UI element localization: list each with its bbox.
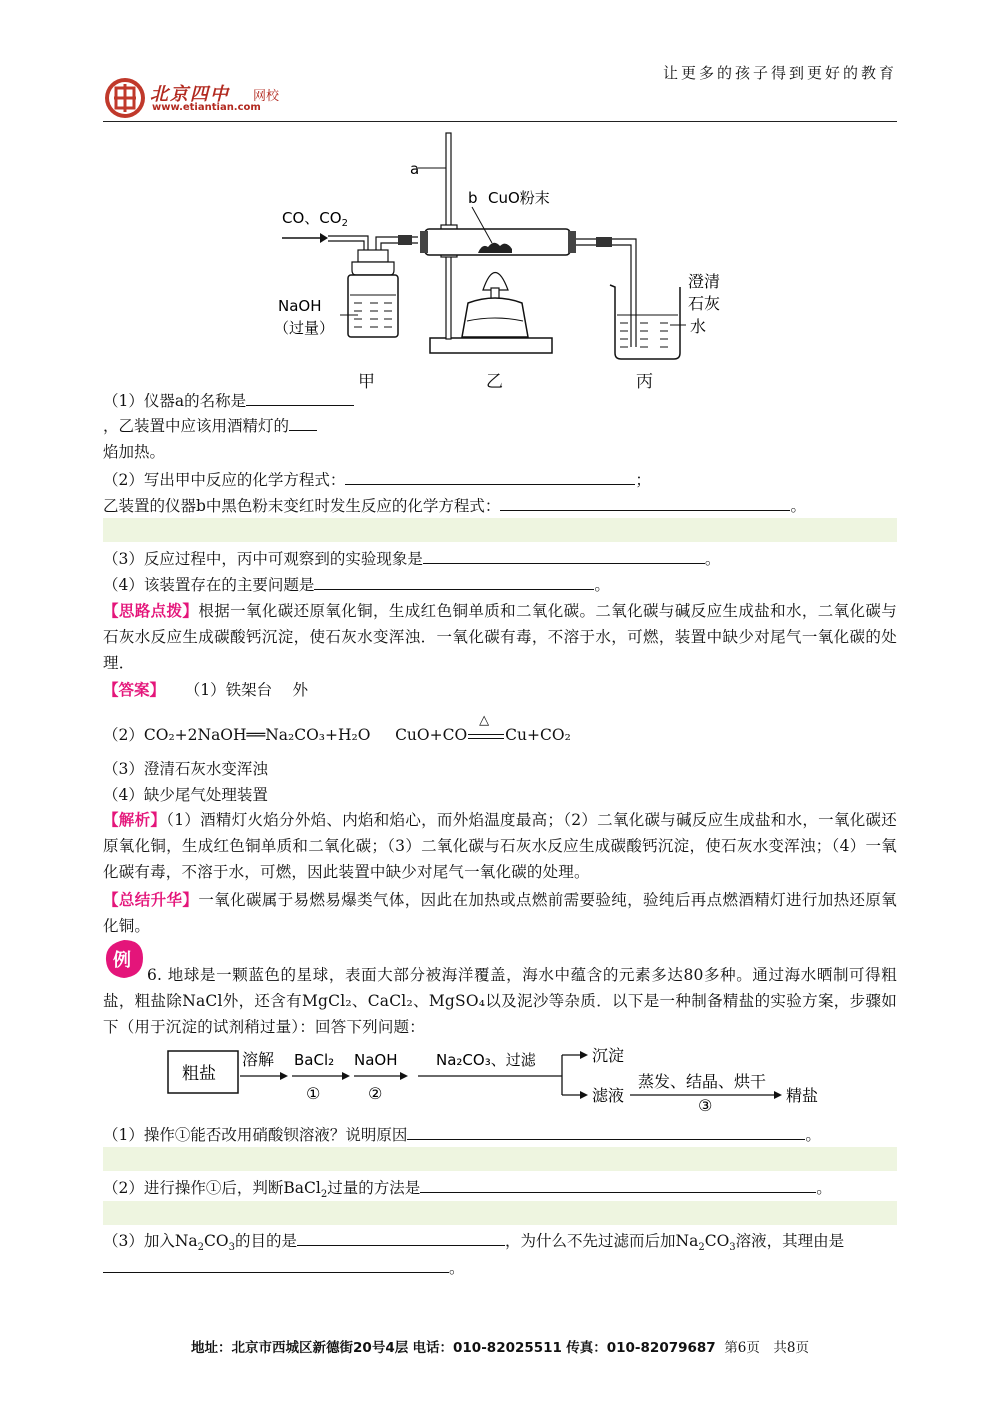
flow-precipitate: 沉淀: [592, 1046, 625, 1065]
flow-naoh: NaOH: [354, 1051, 398, 1069]
gas-label: CO、$CO_2$: [282, 209, 348, 229]
q5-item-1c: 焰加热。: [103, 443, 166, 461]
flow-start: 粗盐: [182, 1064, 216, 1084]
logo-url: www.etiantian.com: [152, 102, 261, 113]
stopper-right: [568, 231, 576, 253]
flow-bacl2: BaCl₂: [294, 1051, 335, 1069]
q5-item-1b: ，乙装置中应该用酒精灯的: [103, 413, 897, 439]
answer-blank[interactable]: [314, 572, 594, 590]
q6-item-1: （1）操作①能否改用硝酸钡溶液？说明原因 。: [103, 1122, 897, 1148]
q5-item-3: （3）反应过程中，丙中可观察到的实验现象是 。: [103, 546, 897, 572]
beaker-bing: [610, 285, 680, 359]
answer-line-1: 【答案】 （1）铁架台 外: [103, 681, 309, 699]
equation-1: CO₂+2NaOH══Na₂CO₃+H₂O: [143, 726, 371, 744]
flow-na2co3: Na₂CO₃、过滤: [436, 1051, 536, 1069]
footer-fax: 传真：010-82079687: [566, 1340, 716, 1356]
label-limewater-3: 水: [690, 317, 707, 336]
logo-suffix: 网校: [253, 89, 280, 104]
q5-item-2b: 乙装置的仪器b中黑色粉末变红时发生反应的化学方程式： 。: [103, 493, 897, 519]
q6-intro: 6. 地球是一颗蓝色的星球，表面大部分被海洋覆盖，海水中蕴含的元素多达80多种。通过海水晒制可得粗盐，粗盐除NaCl外，还含有MgCl₂、CaCl₂、MgSO₄以及泥沙等杂质．以下是一种制备精盐的实验方案，步骤如下（用于沉淀的试剂稍过量）：回答下列问题：: [103, 966, 897, 1036]
page-footer: [0, 1336, 1000, 1356]
answer-band: [103, 518, 897, 542]
q6-item-3b: 。: [103, 1255, 897, 1281]
q5-item-1: （1）仪器a的名称是: [103, 388, 897, 414]
answer-line-2: （2）CO₂+2NaOH══Na₂CO₃+H₂O CuO+CO △ Cu+CO₂: [103, 722, 897, 748]
equation-2-left: CuO+CO: [395, 726, 468, 744]
answer-band: [103, 1147, 897, 1171]
bottle-jia: [348, 275, 398, 337]
answer-blank[interactable]: [289, 413, 317, 431]
equation-2-sign: △: [467, 722, 505, 748]
flow-op2: ②: [368, 1084, 383, 1103]
label-cuo: CuO粉末: [488, 189, 550, 207]
flow-dissolve: 溶解: [242, 1050, 275, 1069]
label-b: b: [468, 189, 478, 207]
stopper-left: [420, 231, 428, 253]
label-naoh: NaOH: [278, 297, 322, 315]
answer-band: [103, 1201, 897, 1225]
label-a: a: [410, 160, 420, 178]
hint-tag: 【思路点拨】: [103, 602, 199, 620]
flow-end: 精盐: [786, 1086, 819, 1105]
apparatus-diagram: [270, 125, 740, 390]
summary-tag: 【总结升华】: [103, 891, 199, 909]
q6-item-3: （3）加入$Na_2CO_3$的目的是 ，为什么不先过滤而后加$Na_2CO_3$溶液，其理由是: [103, 1228, 897, 1254]
q5-item-4: （4）该装置存在的主要问题是 。: [103, 572, 897, 598]
logo-emblem: [103, 76, 147, 124]
svg-text:例: 例: [113, 950, 131, 971]
analysis-block: [103, 807, 897, 885]
stand-base: [430, 338, 552, 353]
footer-page: 第6页 共8页: [724, 1340, 809, 1356]
summary-block: [103, 887, 897, 939]
flow-op3: ③: [698, 1096, 713, 1113]
flow-op1: ①: [306, 1084, 321, 1103]
answer-line-3: （3）澄清石灰水变浑浊: [103, 760, 268, 778]
footer-phone: 电话：010-82025511: [412, 1340, 562, 1356]
flowchart: [160, 1043, 850, 1113]
label-limewater-2: 石灰: [688, 294, 721, 313]
equation-2-right: Cu+CO₂: [505, 726, 571, 744]
hint-text: 根据一氧化碳还原氧化铜，生成红色铜单质和二氧化碳。二氧化碳与碱反应生成盐和水，二氧化碳与石灰水反应生成碳酸钙沉淀，使石灰水变浑浊．一氧化碳有毒，不溶于水，可燃，装置中缺少对尾气一氧化碳的处理．: [103, 602, 897, 672]
footer-address: 地址：北京市西城区新德街20号4层: [191, 1340, 409, 1356]
flow-filtrate: 滤液: [592, 1086, 625, 1105]
analysis-tag: 【解析】: [103, 811, 167, 829]
summary-text: 一氧化碳属于易燃易爆类气体，因此在加热或点燃前需要验纯，验纯后再点燃酒精灯进行加热还原氧化铜。: [103, 891, 897, 935]
answer-line-4: （4）缺少尾气处理装置: [103, 786, 268, 804]
header-divider: [103, 121, 897, 122]
q6-item-2: （2）进行操作①后，判断BaCl$_2$过量的方法是 。: [103, 1175, 897, 1201]
label-naoh-excess: （过量）: [274, 319, 335, 337]
caption-yi: 乙: [486, 372, 503, 392]
answer-tag: 【答案】: [103, 681, 166, 699]
answer-blank[interactable]: [345, 467, 635, 485]
answer-blank[interactable]: [297, 1228, 505, 1246]
limewater-liquid: [617, 315, 678, 347]
answer-blank[interactable]: [500, 493, 790, 511]
caption-jia: 甲: [358, 372, 375, 392]
flow-evaporate: 蒸发、结晶、烘干: [638, 1072, 767, 1091]
caption-bing: 丙: [636, 372, 653, 392]
answer-blank[interactable]: [423, 546, 705, 564]
answer-blank[interactable]: [407, 1122, 805, 1140]
q5-item-2: （2）写出甲中反应的化学方程式： ；: [103, 467, 897, 493]
analysis-text: （1）酒精灯火焰分外焰、内焰和焰心，而外焰温度最高；（2）二氧化碳与碱反应生成盐和水，一氧化碳还原氧化铜，生成红色铜单质和二氧化碳；（3）二氧化碳与石灰水反应生成碳酸钙沉淀，使石灰水变浑浊；（4）一氧化碳有毒，不溶于水，可燃，因此装置中缺少对尾气一氧化碳的处理。: [103, 811, 898, 881]
answer-blank[interactable]: [246, 388, 354, 406]
logo-name: 北京四中: [150, 84, 230, 105]
answer-blank[interactable]: [420, 1175, 816, 1193]
flame: [483, 273, 508, 291]
hint-block: [103, 598, 897, 676]
header-slogan: 让更多的孩子得到更好的教育: [662, 64, 897, 82]
label-limewater-1: 澄清: [688, 272, 721, 291]
answer-blank[interactable]: [103, 1255, 449, 1273]
